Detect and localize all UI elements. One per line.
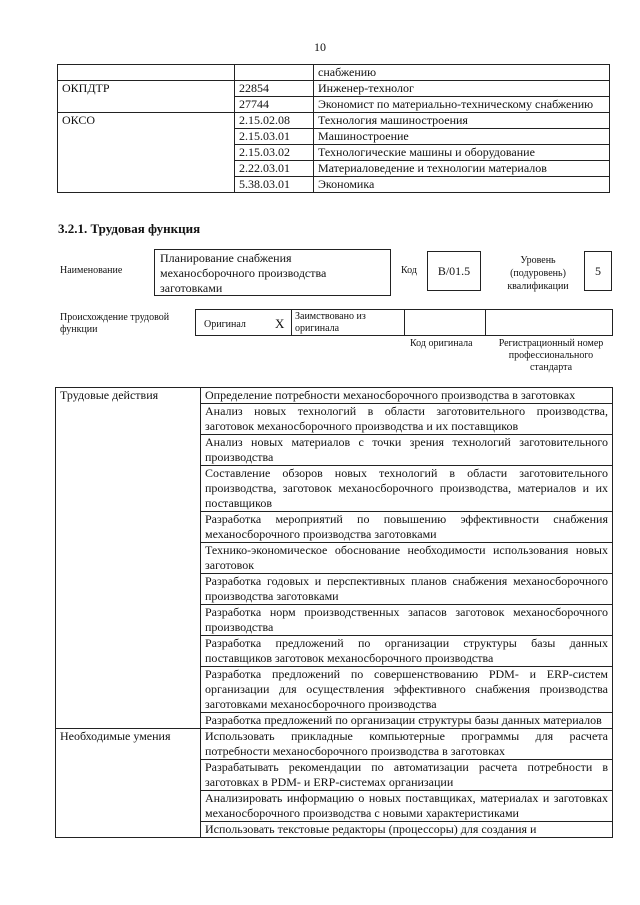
labor-action-item: Разработка мероприятий по повышению эффективности снабжения механосборочного производства заготовками — [201, 512, 613, 543]
function-details-table — [55, 387, 613, 838]
classification-table — [57, 64, 610, 193]
original-cell — [195, 309, 292, 336]
skill-item: Анализировать информацию о новых поставщиках, материалах и заготовках механосборочного производства с новыми характеристиками — [201, 791, 613, 822]
qualification-level: 5 — [584, 251, 612, 291]
original-mark: X — [275, 316, 285, 331]
classifier-name: ОКПДТР — [58, 81, 235, 113]
function-name: Планирование снабжения механосборочного производства заготовками — [154, 249, 391, 296]
skill-header: Необходимые умения — [56, 729, 201, 838]
classification-row — [58, 113, 610, 129]
page-number: 10 — [314, 40, 326, 54]
classifier-code: 2.15.03.01 — [235, 129, 314, 145]
classifier-title: Технологические машины и оборудование — [314, 145, 610, 161]
labor-action-item: Определение потребности механосборочного производства в заготовках — [201, 388, 613, 404]
labor-action-item: Анализ новых материалов с точки зрения технологий заготовительного производства — [201, 435, 613, 466]
classification-row — [58, 65, 610, 81]
reg-number-cell — [485, 309, 613, 336]
labor-action-header: Трудовые действия — [56, 388, 201, 729]
classifier-code: 22854 — [235, 81, 314, 97]
labor-action-item: Разработка годовых и перспективных планов снабжения механосборочного производства заготовками — [201, 574, 613, 605]
classifier-code: 27744 — [235, 97, 314, 113]
classifier-title: Материаловедение и технологии материалов — [314, 161, 610, 177]
labor-action-item: Составление обзоров новых технологий в области заготовительного производства, заготовок механосборочного производства, материалов и их поставщиков — [201, 466, 613, 512]
labor-action-item: Разработка предложений по организации структуры базы данных поставщиков заготовок механосборочного производства — [201, 636, 613, 667]
classifier-title: Экономист по материально-техническому снабжению — [314, 97, 610, 113]
classifier-title: снабжению — [314, 65, 610, 81]
origin-row — [195, 309, 613, 336]
original-label: Оригинал — [204, 319, 246, 330]
labor-action-row — [56, 388, 613, 404]
reg-number-label: Регистрационный номер профессионального стандарта — [498, 338, 604, 373]
classifier-code: 2.15.03.02 — [235, 145, 314, 161]
skill-item: Использовать прикладные компьютерные программы для расчета потребности механосборочного производства в заготовках — [201, 729, 613, 760]
section-title: 3.2.1. Трудовая функция — [58, 221, 201, 236]
classifier-code: 2.22.03.01 — [235, 161, 314, 177]
original-code-cell — [404, 309, 486, 336]
labor-action-item: Технико-экономическое обоснование необходимости использования новых заготовок — [201, 543, 613, 574]
classifier-title: Машиностроение — [314, 129, 610, 145]
labor-action-item: Анализ новых технологий в области заготовительного производства, заготовок механосборочного производства и их поставщиков — [201, 404, 613, 435]
classifier-name: ОКСО — [58, 113, 235, 193]
classifier-name — [58, 65, 235, 81]
code-label: Код — [401, 265, 417, 276]
borrowed-label: Заимствовано из оригинала — [295, 311, 366, 334]
labor-action-item: Разработка предложений по совершенствованию PDM- и ERP-систем организации для осуществления эффективного снабжения производства заготовками механосборочного производства — [201, 667, 613, 713]
labor-action-item: Разработка предложений по организации структуры базы данных материалов — [201, 713, 613, 729]
classifier-code: 5.38.03.01 — [235, 177, 314, 193]
classifier-code: 2.15.02.08 — [235, 113, 314, 129]
original-code-label: Код оригинала — [410, 338, 473, 349]
skill-item: Разрабатывать рекомендации по автоматизации расчета потребности в заготовках в PDM- и ERP-системах организации — [201, 760, 613, 791]
classifier-title: Инженер-технолог — [314, 81, 610, 97]
classifier-title: Экономика — [314, 177, 610, 193]
classifier-code — [235, 65, 314, 81]
labor-action-item: Разработка норм производственных запасов заготовок механосборочного производства — [201, 605, 613, 636]
function-code: B/01.5 — [427, 251, 481, 291]
skill-row — [56, 729, 613, 760]
classifier-title: Технология машиностроения — [314, 113, 610, 129]
origin-label: Происхождение трудовой функции — [60, 312, 170, 335]
skill-item: Использовать текстовые редакторы (процессоры) для создания и — [201, 822, 613, 838]
classification-row — [58, 81, 610, 97]
level-label: Уровень (подуровень) квалификации — [507, 255, 569, 292]
borrowed-cell — [291, 309, 405, 336]
name-label: Наименование — [60, 265, 123, 276]
